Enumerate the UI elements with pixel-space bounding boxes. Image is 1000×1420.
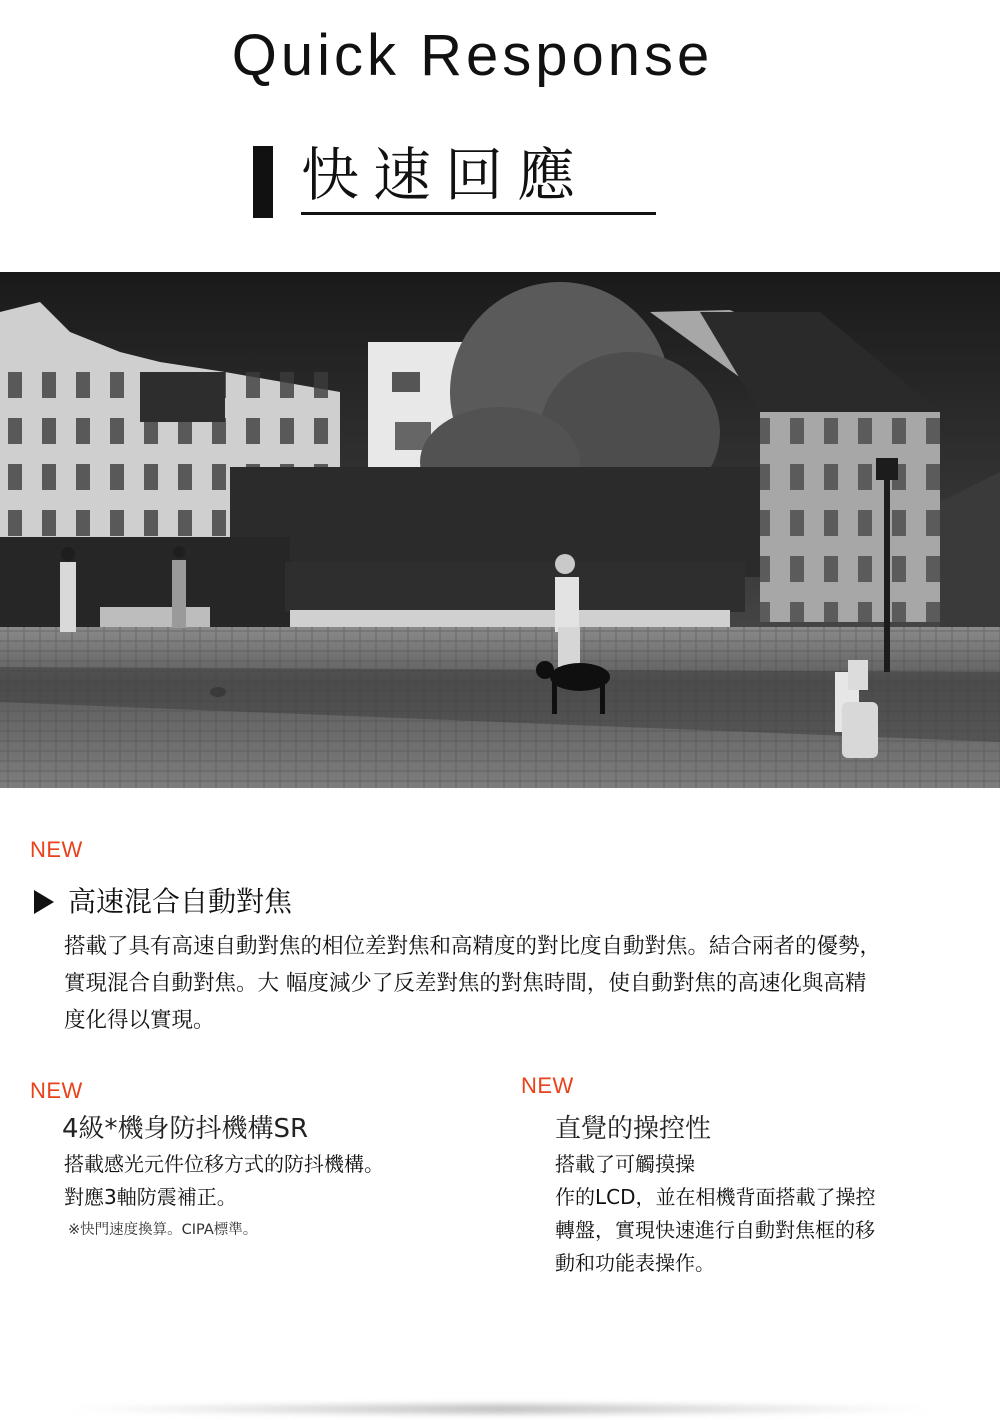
feature-right-body [555, 1148, 876, 1280]
feature-main-line: 度化得以實現。 [64, 1008, 215, 1033]
bottom-divider-shadow [60, 1404, 940, 1414]
feature-left-footnote: ※快門速度換算。CIPA標準。 [68, 1222, 258, 1238]
feature-right-line: 轉盤，實現快速進行自動對焦框的移 [555, 1218, 875, 1242]
new-badge-main: NEW [30, 837, 83, 862]
feature-right-line: 搭載了可觸摸操 [555, 1152, 695, 1176]
feature-main-heading [34, 880, 292, 920]
feature-left-line: 搭載感光元件位移方式的防抖機構。 [64, 1152, 384, 1176]
title-english: Quick Response [231, 23, 714, 88]
title-chinese-block [253, 138, 658, 218]
feature-main-line: 實現混合自動對焦。大 幅度減少了反差對焦的對焦時間，使自動對焦的高速化與高精 [64, 971, 867, 996]
new-badge-right: NEW [521, 1073, 574, 1098]
feature-left-body [64, 1148, 384, 1214]
feature-main-line: 搭載了具有高速自動對焦的相位差對焦和高精度的對比度自動對焦。結合兩者的優勢， [64, 934, 882, 959]
feature-right-line: 動和功能表操作。 [555, 1251, 715, 1275]
street-scene-illustration [0, 272, 1000, 788]
title-chinese: 快速回應 [301, 138, 656, 215]
feature-right-line: 作的LCD，並在相機背面搭載了操控 [555, 1185, 876, 1209]
feature-right-heading: 直覺的操控性 [555, 1114, 712, 1144]
new-badge-left: NEW [30, 1078, 83, 1103]
feature-left-heading: 4級*機身防抖機構SR [62, 1114, 309, 1144]
hero-photo [0, 272, 1000, 788]
feature-main-heading-text: 高速混合自動對焦 [68, 885, 293, 918]
feature-main-body [64, 928, 1000, 1039]
feature-left-line: 對應3軸防震補正。 [64, 1185, 237, 1209]
play-arrow-icon [34, 890, 54, 914]
title-accent-bar [253, 146, 273, 218]
